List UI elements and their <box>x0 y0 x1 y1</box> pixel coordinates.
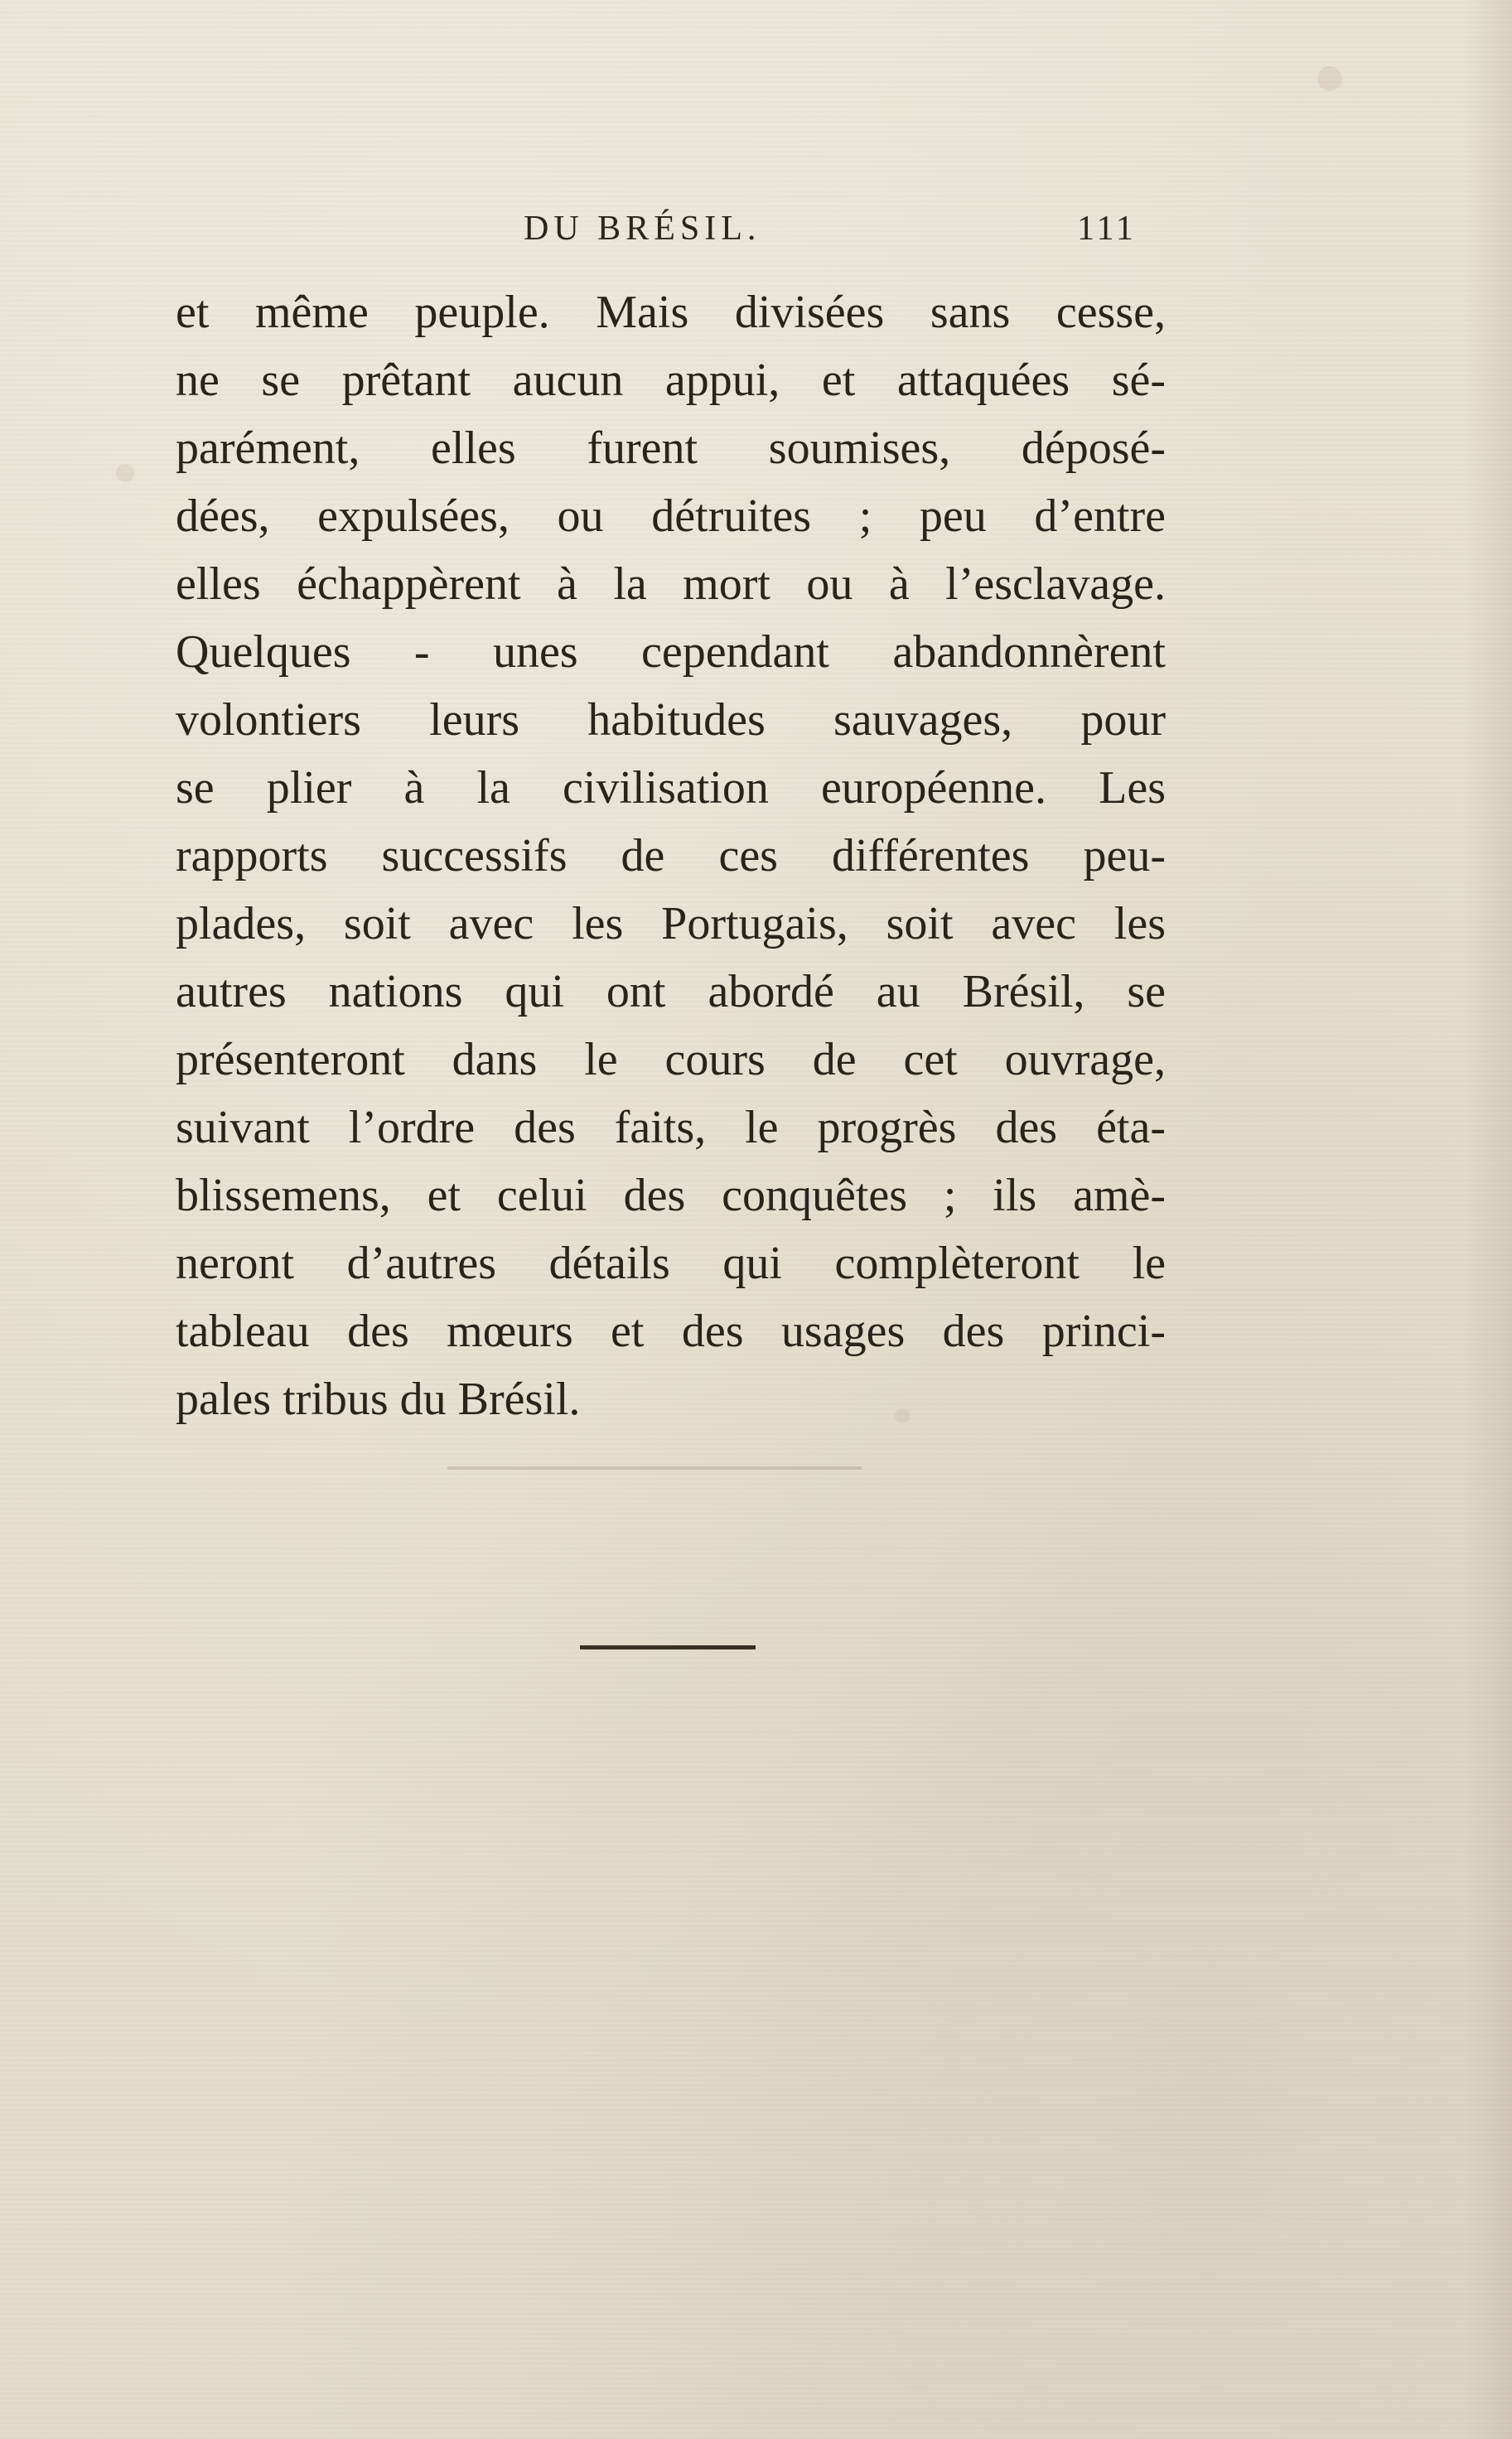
section-divider-rule <box>580 1645 756 1649</box>
text-line: se plier à la civilisation européenne. Les <box>176 762 1166 814</box>
show-through-rule <box>447 1466 862 1470</box>
paper-stain <box>1317 66 1342 91</box>
running-head: DU BRÉSIL. <box>524 210 761 248</box>
text-line: ne se prêtant aucun appui, et attaquées sé- <box>176 355 1166 406</box>
paper-stain <box>116 464 134 482</box>
text-line: volontiers leurs habitudes sauvages, pour <box>176 694 1166 746</box>
text-line: Quelques - unes cependant abandonnèrent <box>176 626 1166 678</box>
text-line: blissemens, et celui des conquêtes ; ils amè- <box>176 1170 1166 1221</box>
text-line: parément, elles furent soumises, déposé- <box>176 423 1166 474</box>
body-text <box>176 278 1166 1433</box>
text-line: tableau des mœurs et des usages des princi- <box>176 1306 1166 1357</box>
page-number: 111 <box>1077 210 1137 248</box>
page-header <box>0 209 1512 258</box>
text-line: dées, expulsées, ou détruites ; peu d’entre <box>176 490 1166 542</box>
text-line: neront d’autres détails qui complèteront le <box>176 1238 1166 1289</box>
text-line: et même peuple. Mais divisées sans cesse, <box>176 287 1166 338</box>
text-line: présenteront dans le cours de cet ouvrage, <box>176 1034 1166 1085</box>
text-line: pales tribus du Brésil. <box>176 1374 581 1425</box>
show-through-text <box>166 1566 1226 2046</box>
text-line: elles échappèrent à la mort ou à l’esclavage. <box>176 558 1166 610</box>
text-line: autres nations qui ont abordé au Brésil, se <box>176 966 1166 1017</box>
text-line: rapports successifs de ces différentes peu- <box>176 830 1166 881</box>
page-edge-shadow <box>1462 0 1512 2439</box>
text-line: suivant l’ordre des faits, le progrès des éta- <box>176 1102 1166 1153</box>
text-line: plades, soit avec les Portugais, soit avec les <box>176 898 1166 949</box>
